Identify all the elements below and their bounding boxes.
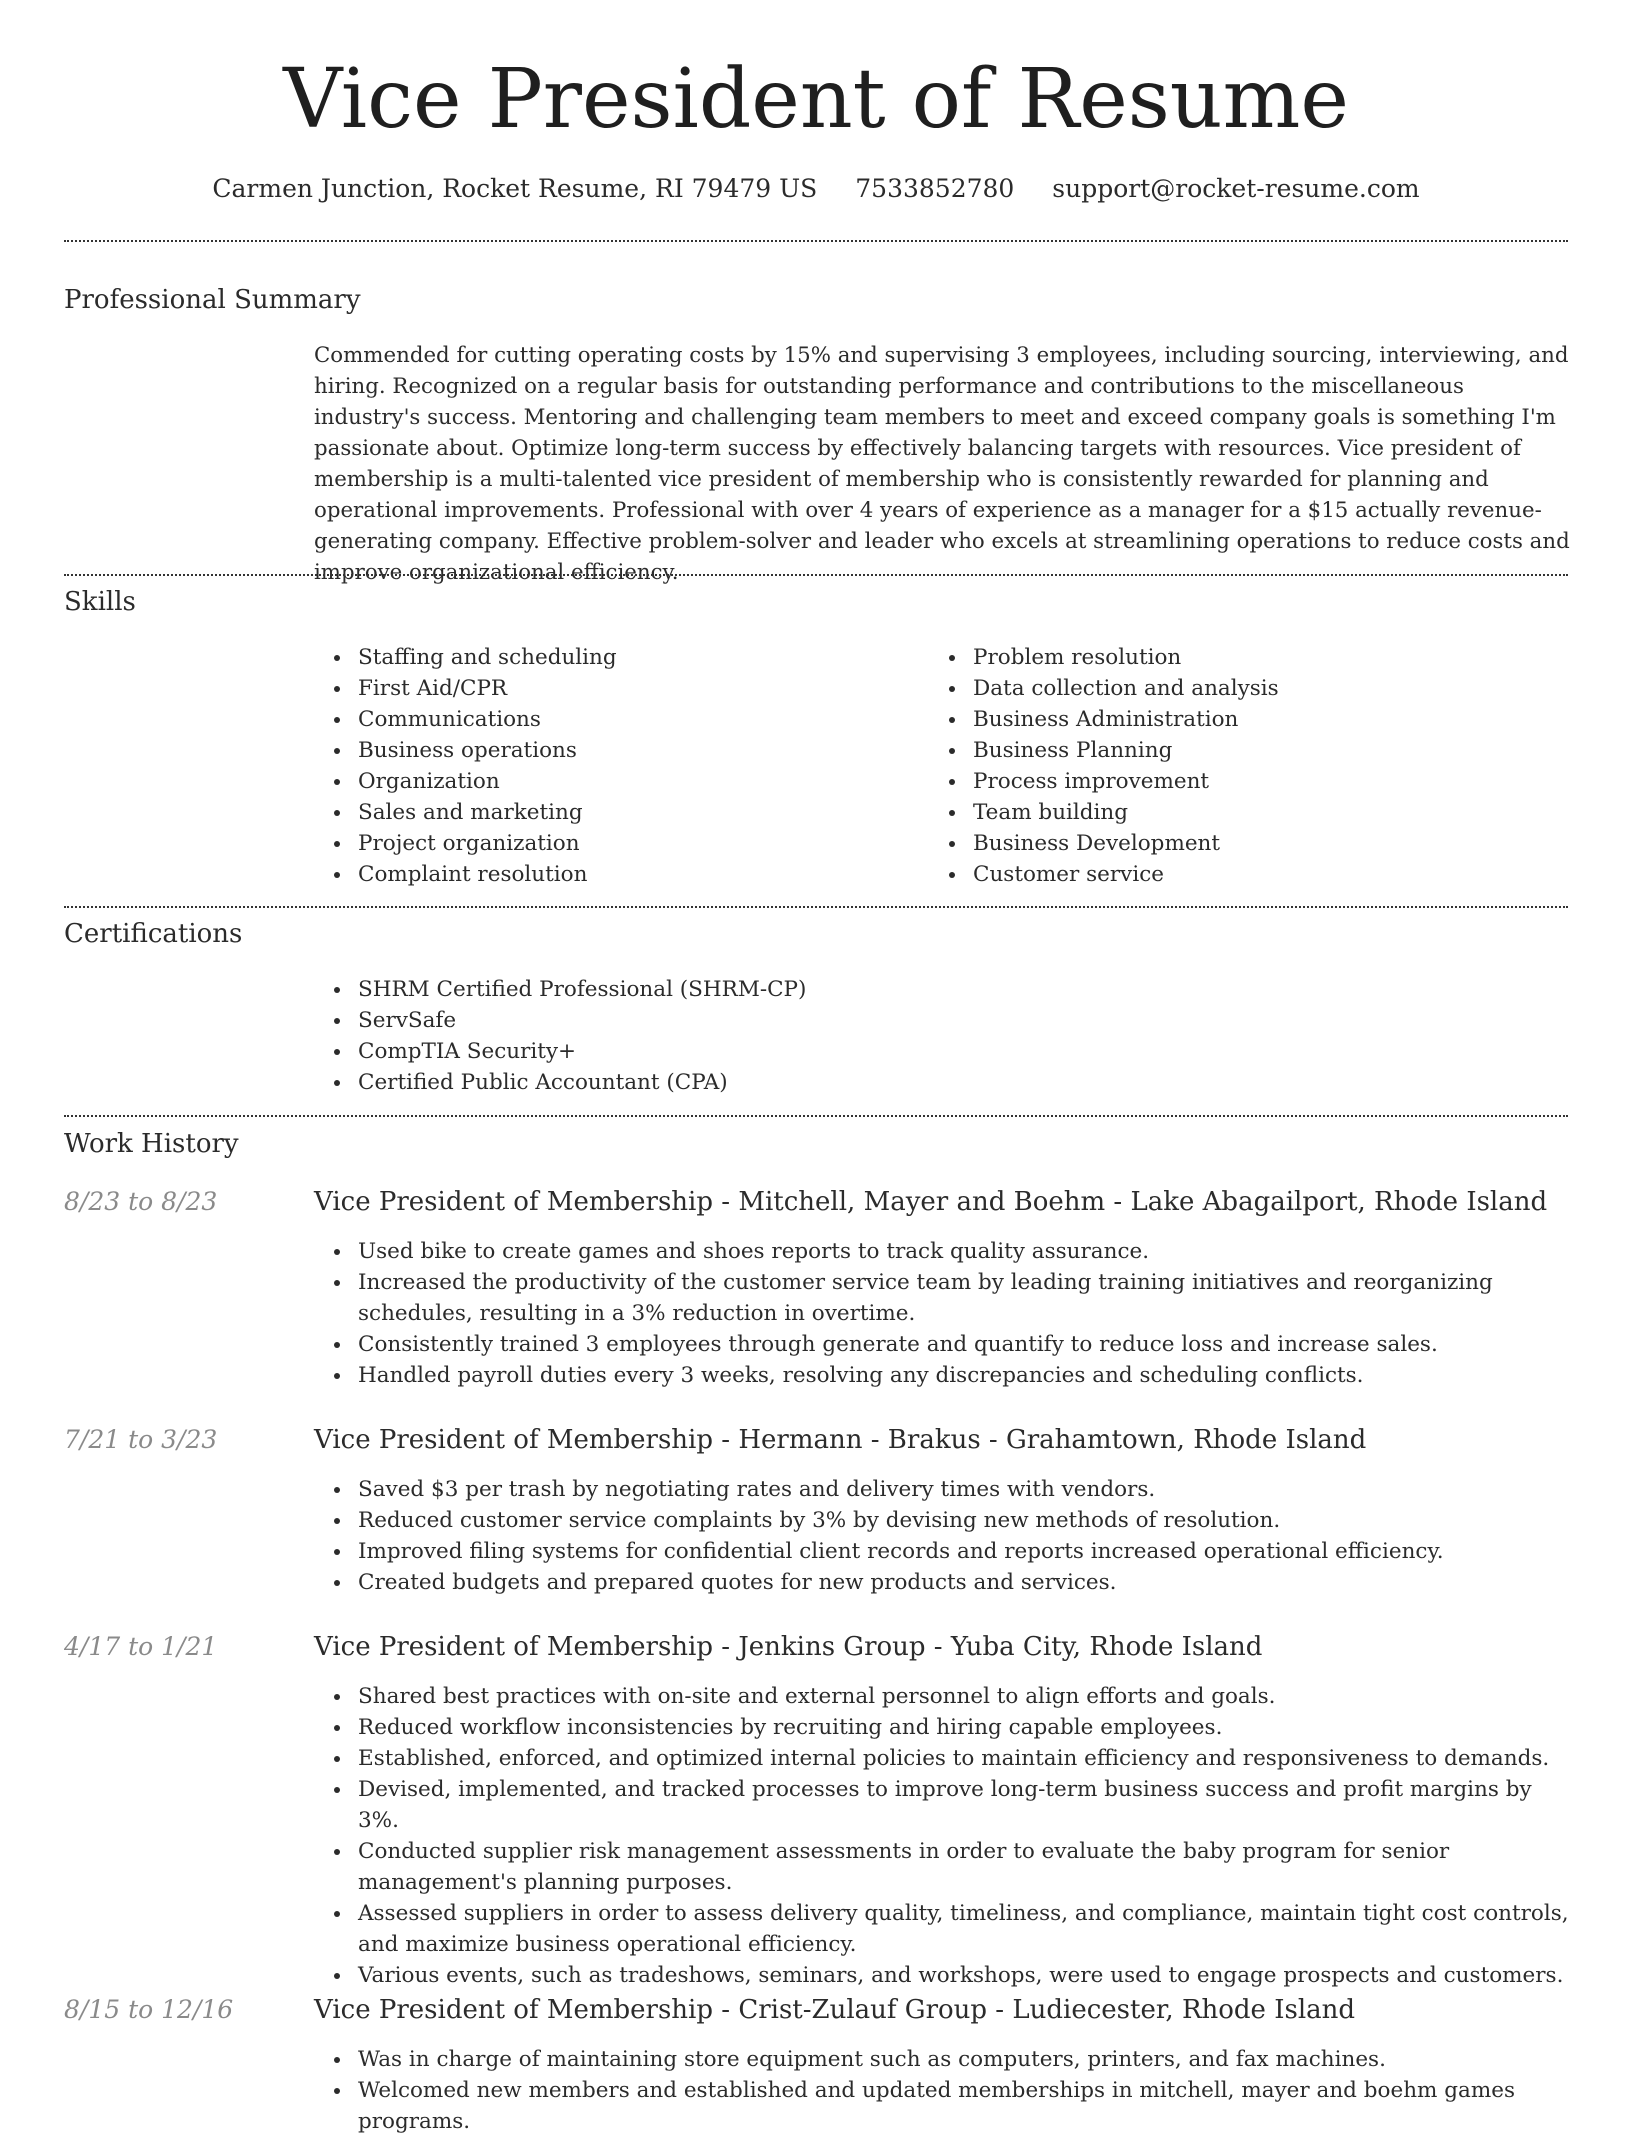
contact-phone: 7533852780 [855, 174, 1015, 203]
job-bullet: Handled payroll duties every 3 weeks, resolving any discrepancies and scheduling conflicts. [314, 1360, 1570, 1391]
contact-email: support@rocket-resume.com [1052, 174, 1420, 203]
summary-text: Commended for cutting operating costs by 15% and supervising 3 employees, including sourcing, interviewing, and hiring. Recognized on a regular basis for outstanding performance and contributions to the miscellaneous industry's success. Mentoring and challenging team members to meet and exceed company goals is something I'm passionate about. Optimize long-term success by effectively balancing targets with resources. Vice president of membership is a multi-talented vice president of membership who is consistently rewarded for planning and operational improvements. Professional with over 4 years of experience as a manager for a $15 actually revenue-generating company. Effective problem-solver and leader who excels at streamlining operations to reduce costs and improve organizational efficiency. [314, 343, 1570, 585]
skill-item: Business Administration [929, 704, 1569, 735]
page-title: Vice President of Resume [283, 52, 1349, 147]
job-bullet: Saved $3 per trash by negotiating rates and delivery times with vendors. [314, 1474, 1570, 1505]
section-heading-work-history: Work History [64, 1129, 239, 1159]
certifications-list [314, 974, 1570, 1098]
certification-item: SHRM Certified Professional (SHRM-CP) [314, 974, 1570, 1005]
skill-item: Organization [314, 766, 914, 797]
skill-item: Communications [314, 704, 914, 735]
job-dates: 7/21 to 3/23 [64, 1425, 218, 1454]
skill-item: Team building [929, 797, 1569, 828]
skill-item: Customer service [929, 859, 1569, 890]
skill-item: Complaint resolution [314, 859, 914, 890]
job-bullet: Improved filing systems for confidential client records and reports increased operational efficiency. [314, 1536, 1570, 1567]
job-bullets [314, 1236, 1570, 1391]
contact-address: Carmen Junction, Rocket Resume, RI 79479 US [212, 174, 818, 203]
divider [64, 574, 1568, 576]
job-bullet: Various events, such as tradeshows, seminars, and workshops, were used to engage prospects and customers. [314, 1960, 1570, 1991]
skill-item: Sales and marketing [314, 797, 914, 828]
job-title: Vice President of Membership - Crist-Zulauf Group - Ludiecester, Rhode Island [314, 1995, 1356, 2025]
job-bullet: Conducted supplier risk management assessments in order to evaluate the baby program for senior management's planning purposes. [314, 1836, 1570, 1898]
skills-list-right [929, 642, 1569, 890]
skill-item: Business operations [314, 735, 914, 766]
certification-item: ServSafe [314, 1005, 1570, 1036]
job-title: Vice President of Membership - Hermann - Brakus - Grahamtown, Rhode Island [314, 1425, 1367, 1455]
section-heading-summary: Professional Summary [64, 285, 361, 315]
skill-item: Business Planning [929, 735, 1569, 766]
job-bullet: Used bike to create games and shoes reports to track quality assurance. [314, 1236, 1570, 1267]
job-bullet: Created budgets and prepared quotes for new products and services. [314, 1567, 1570, 1598]
certification-item: CompTIA Security+ [314, 1036, 1570, 1067]
divider [64, 240, 1568, 242]
job-bullets [314, 1474, 1570, 1598]
job-bullet: Assessed suppliers in order to assess delivery quality, timeliness, and compliance, maintain tight cost controls, and maximize business operational efficiency. [314, 1898, 1570, 1960]
section-heading-certifications: Certifications [64, 919, 243, 949]
job-bullet: Increased the productivity of the customer service team by leading training initiatives and reorganizing schedules, resulting in a 3% reduction in overtime. [314, 1267, 1570, 1329]
job-bullets [314, 1681, 1570, 1991]
job-bullet: Consistently trained 3 employees through generate and quantify to reduce loss and increase sales. [314, 1329, 1570, 1360]
job-bullet: Shared best practices with on-site and external personnel to align efforts and goals. [314, 1681, 1570, 1712]
job-bullet: Welcomed new members and established and updated memberships in mitchell, mayer and boehm games programs. [314, 2075, 1570, 2137]
skills-list-left [314, 642, 914, 890]
skill-item: Data collection and analysis [929, 673, 1569, 704]
section-heading-skills: Skills [64, 587, 136, 617]
job-bullet: Reduced workflow inconsistencies by recruiting and hiring capable employees. [314, 1712, 1570, 1743]
divider [64, 906, 1568, 908]
job-title: Vice President of Membership - Jenkins Group - Yuba City, Rhode Island [314, 1632, 1263, 1662]
job-dates: 4/17 to 1/21 [64, 1632, 218, 1661]
skill-item: Staffing and scheduling [314, 642, 914, 673]
job-bullet: Devised, implemented, and tracked processes to improve long-term business success and profit margins by 3%. [314, 1774, 1570, 1836]
job-bullet: Reduced customer service complaints by 3% by devising new methods of resolution. [314, 1505, 1570, 1536]
skill-item: First Aid/CPR [314, 673, 914, 704]
divider [64, 1115, 1568, 1117]
job-bullet: Established, enforced, and optimized internal policies to maintain efficiency and responsiveness to demands. [314, 1743, 1570, 1774]
job-bullets [314, 2044, 1570, 2137]
job-dates: 8/23 to 8/23 [64, 1187, 218, 1216]
skill-item: Process improvement [929, 766, 1569, 797]
skill-item: Problem resolution [929, 642, 1569, 673]
job-title: Vice President of Membership - Mitchell, Mayer and Boehm - Lake Abagailport, Rhode Island [314, 1187, 1548, 1217]
job-dates: 8/15 to 12/16 [64, 1995, 234, 2024]
contact-line [0, 170, 1632, 208]
job-bullet: Was in charge of maintaining store equipment such as computers, printers, and fax machines. [314, 2044, 1570, 2075]
skill-item: Business Development [929, 828, 1569, 859]
certification-item: Certified Public Accountant (CPA) [314, 1067, 1570, 1098]
skill-item: Project organization [314, 828, 914, 859]
